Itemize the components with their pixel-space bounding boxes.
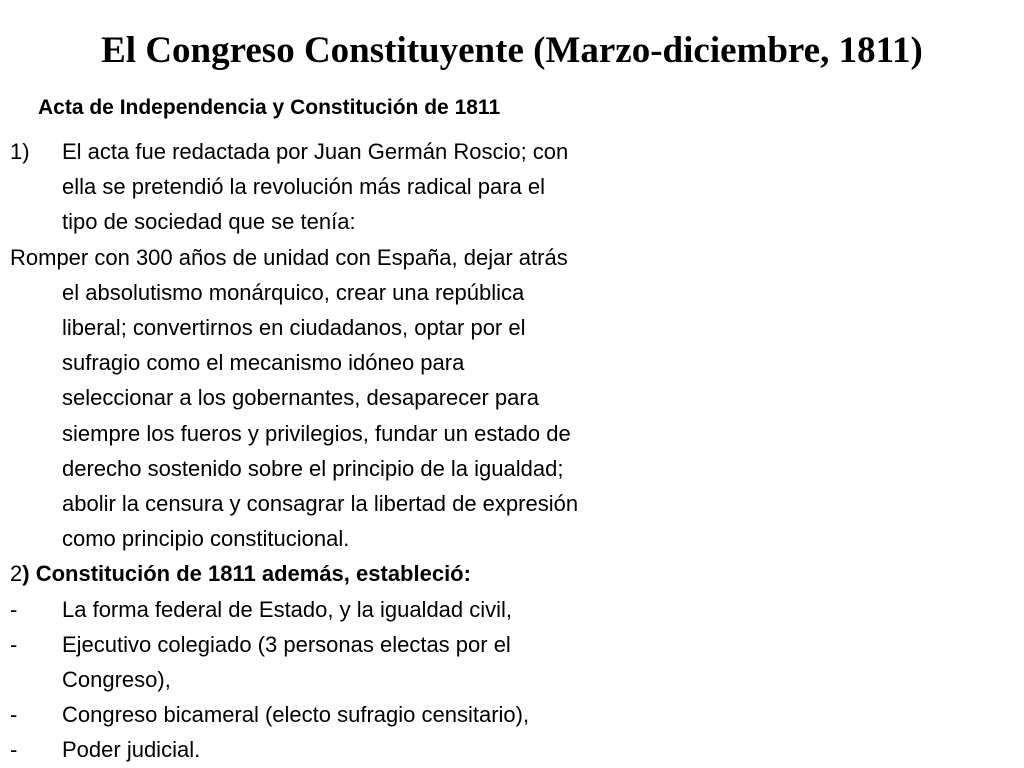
paragraph-line: el absolutismo monárquico, crear una república (62, 279, 525, 305)
bullet-item (10, 697, 1010, 732)
paragraph-line: seleccionar a los gobernantes, desaparecer para (62, 385, 539, 411)
item-2-heading-text: ) Constitución de 1811 además, estableció: (22, 561, 471, 587)
bullet-text-continuation: Congreso), (62, 667, 171, 693)
bullet-text: Poder judicial. (62, 737, 201, 763)
bullet-marker: - (10, 737, 18, 763)
paragraph-first-line: Romper con 300 años de unidad con España, dejar atrás (10, 244, 568, 270)
slide-subtitle: Acta de Independencia y Constitución de 1811 (38, 96, 501, 119)
paragraph-line: liberal; convertirnos en ciudadanos, optar por el (62, 315, 526, 341)
paragraph-line: derecho sostenido sobre el principio de la igualdad; (62, 455, 564, 481)
paragraph-line: siempre los fueros y privilegios, fundar un estado de (62, 420, 571, 446)
item-1-line: El acta fue redactada por Juan Germán Roscio; con (62, 139, 569, 164)
bullet-item (10, 592, 1010, 627)
bullet-text: Congreso bicameral (electo sufragio censitario), (62, 702, 530, 728)
bullet-text: Ejecutivo colegiado (3 personas electas por el (62, 631, 511, 657)
bullet-marker: - (10, 631, 18, 657)
item-2-number: 2 (10, 561, 23, 587)
item-1 (10, 134, 1010, 169)
item-2-heading (10, 556, 1010, 591)
slide-title: El Congreso Constituyente (Marzo-diciembre, 1811) (101, 30, 923, 71)
paragraph-line: abolir la censura y consagrar la libertad de expresión (62, 491, 579, 517)
bullet-marker: - (10, 596, 18, 622)
bullet-marker: - (10, 702, 18, 728)
bullet-item (10, 732, 1010, 767)
slide-body (10, 134, 1010, 768)
paragraph-line: como principio constitucional. (62, 526, 350, 552)
item-1-line: ella se pretendió la revolución más radical para el (62, 174, 546, 200)
bullet-item (10, 627, 1010, 662)
item-1-marker: 1) (10, 139, 30, 164)
item-1-line: tipo de sociedad que se tenía: (62, 209, 356, 235)
paragraph-line: sufragio como el mecanismo idóneo para (62, 350, 465, 376)
bullet-text: La forma federal de Estado, y la igualdad civil, (62, 596, 513, 622)
